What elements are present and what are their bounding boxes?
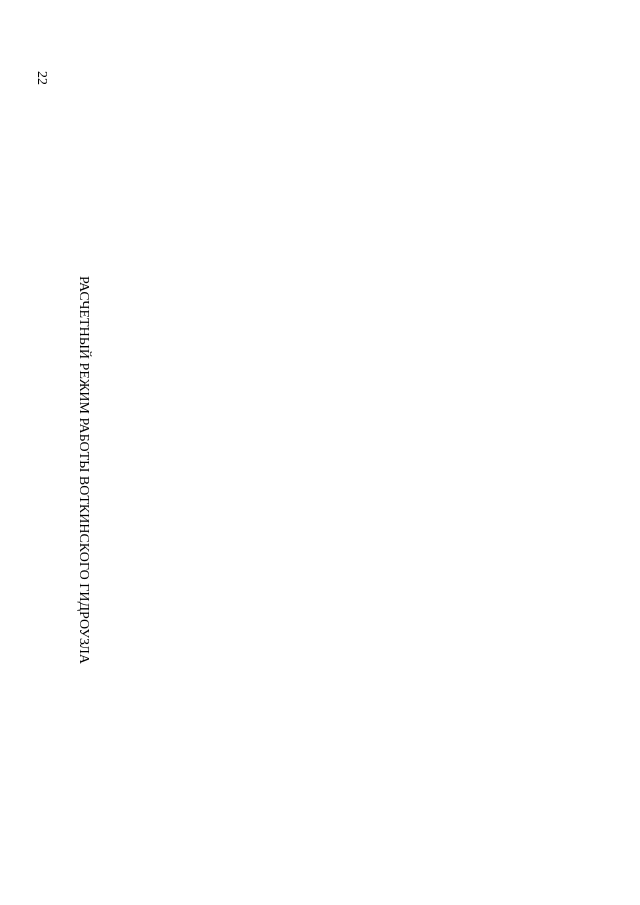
page-number: 22 [34,71,49,85]
page-heading: РАСЧЕТНЫЙ РЕЖИМ РАБОТЫ ВОТКИНСКОГО ГИДРОУЗЛА [76,275,91,665]
